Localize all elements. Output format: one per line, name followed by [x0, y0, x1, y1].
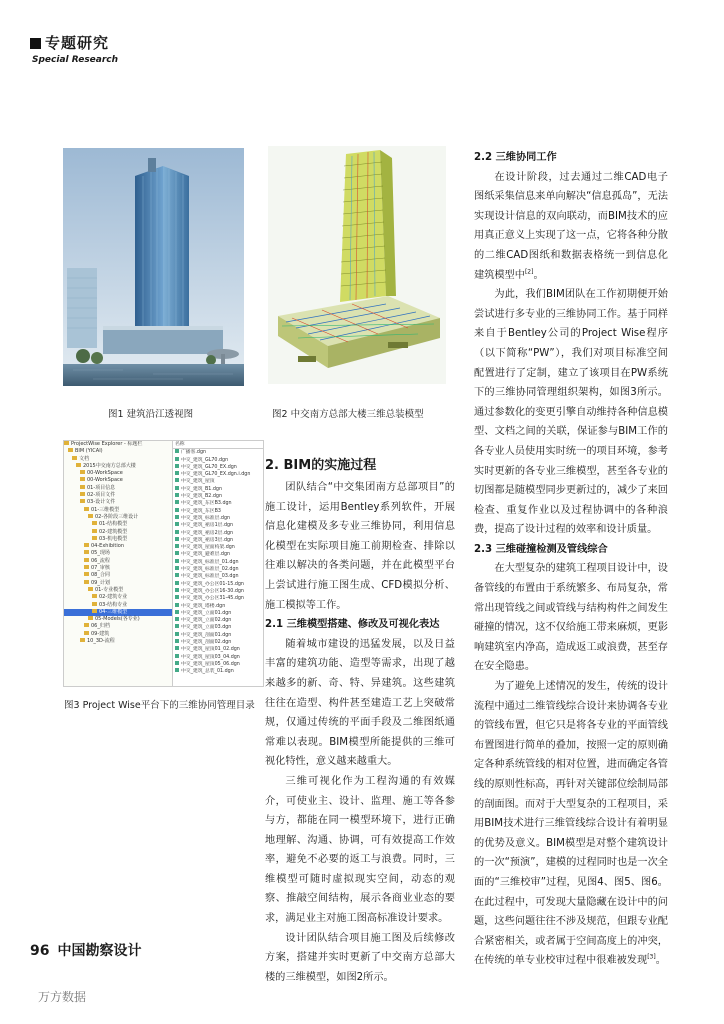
tree-folder-label: 02-建筑专业 — [99, 594, 128, 601]
dgn-file-icon — [175, 624, 179, 628]
citation-ref: [2] — [524, 268, 534, 276]
paragraph-text: 在设计阶段，过去通过二维CAD电子图纸采集信息来单向解决“信息孤岛”，无法实现设计信息的双向联动，而BIM技术的应用真正意义上实现了这一点，它将各种分散的二维CAD图纸和数据表格统一到信息化建筑模型中 — [474, 171, 668, 281]
paragraph: 在大型复杂的建筑工程项目设计中，设备管线的布置由于系统繁多、布局复杂，常常出现管线之间或管线与结构构件之间发生碰撞的情况，这不仅给施工带来麻烦，更影响建筑室内净高，造成返工或浪费，甚至存在安全隐患。 — [474, 563, 668, 673]
left-text-column — [265, 450, 455, 987]
file-list-item[interactable] — [173, 646, 263, 653]
dgn-file-icon — [175, 632, 179, 636]
heading-bim-implementation: 2. BIM的实施过程 — [265, 458, 377, 473]
heading-2-1: 2.1 三维模型搭建、修改及可视化表达 — [265, 619, 440, 631]
folder-icon — [84, 623, 89, 627]
file-list-item[interactable] — [173, 515, 263, 522]
file-name: 中交_建筑_标准层.dgn — [181, 515, 231, 521]
folder-icon — [84, 580, 89, 584]
file-name: 中交_建筑_避难层.dgn — [181, 552, 231, 558]
file-list-item[interactable] — [173, 544, 263, 551]
file-name: 中交_建筑_GL70_EX.dgn — [181, 464, 237, 470]
dgn-file-icon — [175, 639, 179, 643]
paragraph-text: 为了避免上述情况的发生，传统的设计流程中通过二维管线综合设计来协调各专业的管线布置，但它只是将各专业的平面管线布置图进行简单的叠加，按照一定的原则确定各种系统管线的相对位置，进而确定各管线的原则性标高，再针对关键部位绘制局部的剖面图。而对于大型复杂的工程项目，采用BIM技术进行三维管线综合设计有着明显的优势及意义。BIM模型是对整个建筑设计的一次“预演”，建模的过程同时也是一次全面的“三维校审”过程，见图4、图5、图6。在此过程中，可发现大量隐藏在设计中的问题，这些问题往往不涉及规范，但跟专业配合紧密相关，或者属于空间高度上的冲突，在传统的单专业校审过程中很难被发现 — [474, 681, 668, 967]
tree-folder-label: 01-项目信息 — [87, 484, 116, 491]
folder-icon — [68, 448, 73, 452]
paragraph: 三维可视化作为工程沟通的有效媒介，可使业主、设计、监理、施工等各参与方，都能在同一模型环境下，进行正确地理解、沟通、协调，可有效提高工作效率，避免不必要的返工与浪费。同时，三维模型可随时虚拟现实空间，动态的观察、推敲空间结构，展示各商业业态的要求，满足业主对施工图高标准设计要求。 — [265, 775, 455, 925]
file-list-item[interactable] — [173, 588, 263, 595]
dgn-file-icon — [175, 617, 179, 621]
file-name: 中交_建筑_办公区31-45.dgn — [181, 596, 244, 602]
folder-icon — [80, 485, 85, 489]
folder-icon — [92, 602, 97, 606]
dgn-file-icon — [175, 595, 179, 599]
tree-folder-label: 09-建筑 — [91, 630, 110, 637]
file-list-item[interactable] — [173, 449, 263, 456]
dgn-file-icon — [175, 493, 179, 497]
paragraph: 随着城市建设的迅猛发展，以及日益丰富的建筑功能、造型等需求，出现了越来越多的新、奇、特、异建筑。这些建筑往往在造型、构件甚至建造工艺上突破常规，仅通过传统的平面手段及二维图纸通常难以表现。BIM模型所能提供的三维可视化特性，意义越来越重大。 — [265, 638, 455, 768]
folder-icon — [88, 514, 93, 518]
file-name: 中交_建筑_GL70_EX.dgn.i.dgn — [181, 472, 251, 478]
section-header — [30, 32, 118, 65]
folder-icon — [64, 441, 69, 445]
heading-2-2: 2.2 三维协同工作 — [474, 152, 557, 163]
file-list-item[interactable] — [173, 478, 263, 485]
file-name: 中交_建筑_屋顶 — [181, 479, 215, 485]
folder-icon — [80, 477, 85, 481]
header-square-icon — [30, 38, 41, 49]
folder-icon — [80, 638, 85, 642]
file-list-item[interactable] — [173, 464, 263, 471]
bim-model-drawing — [268, 146, 446, 384]
file-list-item[interactable] — [173, 668, 263, 675]
file-name: 中交_建筑_立面01.dgn — [181, 610, 232, 616]
folder-icon — [80, 492, 85, 496]
folder-icon — [84, 558, 89, 562]
file-list-item[interactable] — [173, 617, 263, 624]
folder-icon — [80, 470, 85, 474]
tree-folder-label: 09_计划 — [91, 579, 110, 586]
tree-folder-label: 04-Exhibition — [91, 543, 124, 550]
dgn-file-icon — [175, 566, 179, 570]
dgn-file-icon — [175, 646, 179, 650]
dgn-file-icon — [175, 457, 179, 461]
tree-folder-label: 03-机电模型 — [99, 535, 128, 542]
figure-2-caption: 图2 中交南方总部大楼三维总装模型 — [272, 409, 424, 420]
file-name: 中交_建筑_标准层_01.dgn — [181, 559, 239, 565]
page-footer — [30, 940, 141, 960]
tree-folder-label: 02-建筑模型 — [99, 528, 128, 535]
tree-folder-label: 2015中交南方总部大楼 — [83, 462, 136, 469]
tree-folder-label: 07_审核 — [91, 565, 110, 572]
dgn-file-icon — [175, 603, 179, 607]
file-name: 中交_建筑_标准层_02.dgn — [181, 567, 239, 573]
paragraph: 为此，我们BIM团队在工作初期便开始尝试进行多专业的三维协同工作。基于同样来自于Bentley公司的Project Wise程序（以下简称“PW”），我们对项目标准空间配置进行了定制，建立了该项目在PW系统下的三维协同管理组织架构，如图3所示。通过参数化的变更引擎自动维持各种信息模型、文档之间的关联，保证参与BIM工作的各专业人员使用实时统一的项目环境，参考实时更新的各专业三维模型，甚至各专业的切图都是随模型同步更新过的，减少了来回检查、重复作业以及过程协调中的各种浪费，提高了设计过程的效率和设计质量。 — [474, 289, 668, 536]
file-name: 中交_建筑_屋顶01_02.dgn — [181, 647, 240, 653]
tree-folder-label: 00-WorkSpace — [87, 470, 123, 477]
dgn-file-icon — [175, 530, 179, 534]
section-title: 专题研究 — [45, 34, 110, 52]
file-name: 广播客.dgn — [181, 450, 207, 456]
file-name: 中交_建筑_剖面02.dgn — [181, 640, 232, 646]
file-name: 中交_建筑_塔楼.dgn — [181, 603, 226, 609]
file-name: 中交_建筑_办公区16-30.dgn — [181, 588, 244, 594]
folder-icon — [84, 572, 89, 576]
citation-ref: [3] — [647, 953, 656, 961]
figure-1-caption: 图1 建筑沿江透视图 — [108, 409, 194, 420]
dgn-file-icon — [175, 544, 179, 548]
file-name: 中交_建筑_剖面01.dgn — [181, 632, 232, 638]
tree-folder-label: 01-结构模型 — [99, 521, 128, 528]
tree-folder-label: 06_归档 — [91, 623, 110, 630]
file-list-item[interactable] — [173, 566, 263, 573]
tree-folder-label: 03-设计文件 — [87, 499, 116, 506]
folder-icon — [88, 587, 93, 591]
file-list-item[interactable] — [173, 471, 263, 478]
tree-folder-label: 05_现场 — [91, 550, 110, 557]
right-text-column — [474, 148, 668, 971]
file-list-item[interactable] — [173, 486, 263, 493]
dgn-file-icon — [175, 464, 179, 468]
dgn-file-icon — [175, 654, 179, 658]
tree-folder-label: 01-三维模型 — [91, 506, 120, 513]
folder-icon — [84, 631, 89, 635]
paragraph-end: 。 — [655, 955, 666, 967]
folder-icon — [92, 609, 97, 613]
file-name: 中交_建筑_B1.dgn — [181, 486, 222, 492]
folder-icon — [76, 463, 81, 467]
heading-2-3: 2.3 三维碰撞检测及管线综合 — [474, 543, 608, 555]
paragraph-end: 。 — [533, 269, 544, 281]
file-list-item[interactable] — [173, 632, 263, 639]
watermark: 万方数据 — [38, 990, 87, 1004]
file-list-item[interactable] — [173, 508, 263, 515]
tree-folder-label: 00-WorkSpace — [87, 477, 123, 484]
file-list-item[interactable] — [173, 551, 263, 558]
figure-2-3d-model — [268, 146, 446, 384]
file-list-item[interactable] — [173, 559, 263, 566]
file-list-item[interactable] — [173, 493, 263, 500]
tree-folder-label: 10_3D-流程 — [87, 638, 115, 645]
dgn-file-icon — [175, 522, 179, 526]
dgn-file-icon — [175, 515, 179, 519]
tree-folder-label: BIM (YICAI) — [75, 448, 103, 455]
file-name: 中交_建筑_裙房3层.dgn — [181, 537, 234, 543]
paragraph: 团队结合“中交集团南方总部项目”的施工设计，运用Bentley系列软件，开展信息化建模及多专业三维协同，利用信息化模型在实际项目施工前期检查、排除以往难以解决的各类问题，并在此模型平台上尝试进行施工图生成、CFD模拟分析、施工模拟等工作。 — [265, 482, 455, 611]
file-list-item[interactable] — [173, 522, 263, 529]
dgn-file-icon — [175, 661, 179, 665]
page-number: 96 — [30, 943, 50, 959]
dgn-file-icon — [175, 537, 179, 541]
folder-icon — [88, 616, 93, 620]
tree-folder-label: 02-项目文件 — [87, 492, 116, 499]
paragraph: 设计团队结合项目施工图及后续修改方案，搭建并实时更新了中交南方总部大楼的三维模型，如图2所示。 — [265, 932, 455, 983]
dgn-file-icon — [175, 588, 179, 592]
file-list-item[interactable] — [173, 654, 263, 661]
paragraph — [474, 677, 668, 971]
dgn-file-icon — [175, 668, 179, 672]
dgn-file-icon — [175, 471, 179, 475]
tree-folder-label: 文档 — [79, 455, 90, 462]
dgn-file-icon — [175, 500, 179, 504]
file-name: 中交_建筑_办公区01-15.dgn — [181, 581, 244, 587]
folder-icon — [92, 529, 97, 533]
tree-folder-label: 01-专业模型 — [95, 586, 124, 593]
folder-icon — [92, 521, 97, 525]
file-name: 中交_建筑_裙房2层.dgn — [181, 530, 234, 536]
file-name: 中交_建筑_东区B3 — [181, 508, 221, 514]
file-list-item[interactable] — [173, 500, 263, 507]
file-list-item[interactable] — [173, 457, 263, 464]
file-name: 中交_建筑_裙房1层.dgn — [181, 523, 234, 529]
journal-name: 中国勘察设计 — [57, 943, 142, 959]
file-name: 中交_建筑_东区B3.dgn — [181, 501, 232, 507]
file-name: 中交_建筑_屋顶05_06.dgn — [181, 661, 240, 667]
building-rendering — [63, 148, 244, 386]
file-name: 中交_建筑_立面03.dgn — [181, 625, 232, 631]
file-list-item[interactable] — [173, 595, 263, 602]
figure-3-caption: 图3 Project Wise平台下的三维协同管理目录 — [64, 700, 255, 711]
dgn-file-icon — [175, 486, 179, 490]
file-list-header[interactable]: 名称 — [173, 441, 263, 449]
file-list-item[interactable] — [173, 624, 263, 631]
dgn-file-icon — [175, 508, 179, 512]
file-list-item[interactable] — [173, 530, 263, 537]
file-name: 中交_建筑_屋面构架.dgn — [181, 545, 235, 551]
tree-folder-label: 03-结构专业 — [99, 601, 128, 608]
file-list-item[interactable] — [173, 573, 263, 580]
dgn-file-icon — [175, 559, 179, 563]
tree-folder-label: 08_合同 — [91, 572, 110, 579]
folder-icon — [72, 456, 77, 460]
folder-icon — [92, 594, 97, 598]
tree-folder-label: 05-Models(各专业) — [95, 616, 140, 623]
file-name: 中交_建筑_总装_01.dgn — [181, 669, 234, 675]
dgn-file-icon — [175, 610, 179, 614]
folder-icon — [84, 550, 89, 554]
dgn-file-icon — [175, 581, 179, 585]
file-name: 中交_建筑_屋顶03_04.dgn — [181, 654, 240, 660]
tree-folder-label: 04-三维模型 — [99, 608, 128, 615]
dgn-file-icon — [175, 449, 179, 453]
folder-icon — [84, 543, 89, 547]
file-list-item[interactable] — [173, 610, 263, 617]
file-name: 中交_建筑_B2.dgn — [181, 494, 222, 500]
figure-1-building-photo — [63, 148, 244, 386]
dgn-file-icon — [175, 573, 179, 577]
file-list-item[interactable] — [173, 639, 263, 646]
folder-icon — [80, 499, 85, 503]
folder-icon — [92, 536, 97, 540]
tree-folder-label: 02-各阶段三维设计 — [95, 513, 139, 520]
dgn-file-icon — [175, 478, 179, 482]
dgn-file-icon — [175, 551, 179, 555]
paragraph — [474, 168, 668, 286]
section-subtitle: Special Research — [32, 55, 119, 65]
folder-icon — [84, 565, 89, 569]
file-list-item[interactable] — [173, 603, 263, 610]
tree-folder-label: ProjectWise Explorer - 标题栏 — [71, 441, 143, 447]
file-name: 中交_建筑_GL70.dgn — [181, 457, 229, 463]
file-name: 中交_建筑_标准层_03.dgn — [181, 574, 239, 580]
file-list-item[interactable] — [173, 581, 263, 588]
file-list-item[interactable] — [173, 661, 263, 668]
folder-icon — [84, 507, 89, 511]
file-list-item[interactable] — [173, 537, 263, 544]
file-name: 中交_建筑_立面02.dgn — [181, 618, 232, 624]
tree-folder-label: 06_流程 — [91, 557, 110, 564]
figure-3-file-list — [172, 440, 264, 687]
